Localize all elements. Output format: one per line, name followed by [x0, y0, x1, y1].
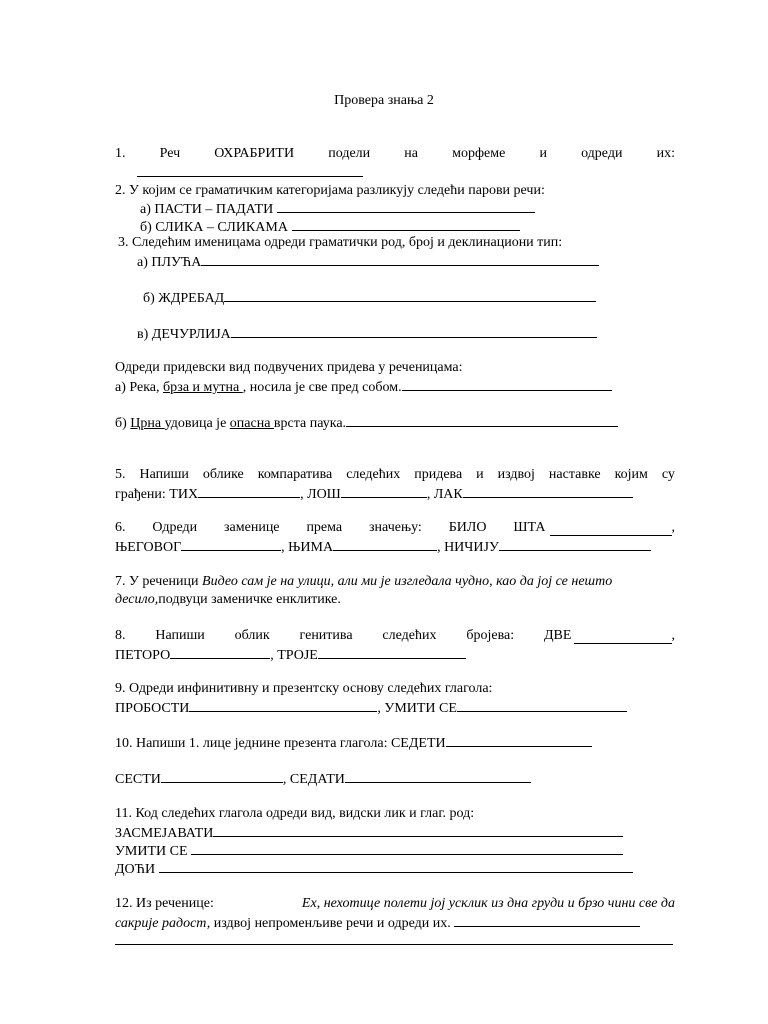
q5-word: су	[661, 467, 675, 482]
q1-word: Реч	[159, 146, 181, 161]
question-3-text: 3. Следећим именицама одреди граматички род, број и деклинациони тип:	[118, 235, 563, 250]
question-8-line	[115, 628, 675, 644]
q4-a-suffix: , носила је све пред собом.	[242, 380, 402, 395]
q8-word-2: , ТРОЈЕ	[270, 648, 318, 663]
q1-word: морфеме	[452, 146, 506, 161]
answer-blank[interactable]	[550, 523, 672, 536]
q5-word: Напиши	[139, 467, 189, 482]
answer-blank[interactable]	[499, 538, 651, 551]
q12-sentence: Ех, нехотице полети јој усклик из дна груди и брзо чини све да	[301, 896, 675, 911]
answer-blank[interactable]	[402, 378, 612, 391]
q6-word: заменице	[224, 520, 280, 535]
q6-word: 6.	[115, 520, 126, 535]
answer-blank[interactable]	[277, 200, 535, 213]
q6-word-3: , НИЧИЈУ	[437, 540, 499, 555]
q4-a-prefix: а) Река,	[115, 380, 163, 395]
answer-blank[interactable]	[463, 485, 633, 498]
q1-word: одреди	[581, 146, 623, 161]
answer-blank[interactable]	[341, 485, 427, 498]
q5-word: компаратива	[257, 467, 333, 482]
q5-word: следећих	[346, 467, 401, 482]
q6-word: према	[306, 520, 343, 535]
question-11-text: 11. Код следећих глагола одреди вид, видски лик и глаг. род:	[115, 806, 475, 821]
q5-word: 5.	[115, 467, 126, 482]
q5-word: придева	[414, 467, 463, 482]
q6-word: БИЛО	[448, 520, 487, 535]
answer-blank[interactable]	[159, 860, 633, 873]
q10-word-2: , СЕДАТИ	[282, 772, 345, 787]
answer-blank[interactable]	[181, 538, 281, 551]
page-title: Провера знања 2	[334, 93, 434, 108]
q2-item-a: а) ПАСТИ – ПАДАТИ	[140, 202, 274, 217]
q7-sentence: Видео сам је на улици, али ми је изгледала чудно, као да јој се нешто	[202, 574, 613, 589]
answer-blank[interactable]	[292, 218, 520, 231]
q7-sentence-end: десило,	[115, 592, 159, 607]
q6-word: ШТА	[513, 520, 546, 535]
q11-verb-1: ЗАСМЕЈАВАТИ	[115, 826, 214, 841]
answer-blank[interactable]	[115, 932, 673, 945]
q1-word: 1.	[115, 146, 126, 161]
q5-word-1: грађени: ТИХ	[115, 487, 199, 502]
q8-comma: ,	[671, 628, 675, 643]
q11-verb-3: ДОЋИ	[115, 862, 159, 877]
q1-word: подели	[328, 146, 371, 161]
q5-word: облике	[202, 467, 244, 482]
q12-sentence-end: сакрије радост,	[115, 916, 211, 931]
answer-blank[interactable]	[333, 538, 437, 551]
answer-blank[interactable]	[189, 699, 377, 712]
q5-word: наставке	[548, 467, 601, 482]
q8-word: генитива	[299, 628, 353, 643]
q3-item-a: а) ПЛУЋА	[137, 255, 202, 270]
q4-b-prefix: б)	[115, 416, 131, 431]
q5-word-3: , ЛАК	[426, 487, 463, 502]
q11-verb-2: УМИТИ СЕ	[115, 844, 192, 859]
q8-word: следећих	[382, 628, 437, 643]
underlined-adjective: Црна	[130, 416, 165, 431]
answer-blank[interactable]	[137, 164, 363, 177]
answer-blank[interactable]	[457, 699, 627, 712]
q6-word-2: , ЊИМА	[281, 540, 334, 555]
answer-blank[interactable]	[446, 734, 592, 747]
answer-blank[interactable]	[201, 253, 599, 266]
question-2-text: 2. У којим се граматичким категоријама разликују следећи парови речи:	[115, 183, 545, 198]
q1-word: и	[539, 146, 547, 161]
q8-word: 8.	[115, 628, 126, 643]
answer-blank[interactable]	[346, 414, 618, 427]
answer-blank[interactable]	[224, 289, 596, 302]
question-4-text: Одреди придевски вид подвучених придева у реченицама:	[115, 360, 463, 375]
question-12-line-1	[115, 896, 675, 912]
q7-instruction: подвуци заменичке енклитике.	[158, 592, 341, 607]
q6-word: значењу:	[369, 520, 422, 535]
answer-blank[interactable]	[345, 770, 531, 783]
q8-word: ДВЕ	[543, 628, 572, 643]
q12-instruction: издвој непроменљиве речи и одреди их.	[210, 916, 455, 931]
question-1-line	[115, 146, 675, 162]
q5-word: којим	[614, 467, 648, 482]
answer-blank[interactable]	[231, 325, 597, 338]
underlined-adjective: опасна	[229, 416, 274, 431]
question-5-line	[115, 467, 675, 483]
underlined-adjectives: брза и мутна	[163, 380, 243, 395]
question-9-text: 9. Одреди инфинитивну и презентску основу следећих глагола:	[115, 681, 493, 696]
answer-blank[interactable]	[454, 914, 640, 927]
q8-word: Напиши	[155, 628, 205, 643]
q1-word: на	[404, 146, 418, 161]
q2-item-b: б) СЛИКА – СЛИКАМА	[140, 220, 288, 235]
q8-word: облик	[234, 628, 270, 643]
q8-word-1: ПЕТОРО	[115, 648, 171, 663]
answer-blank[interactable]	[191, 842, 623, 855]
q6-comma: ,	[671, 520, 675, 535]
q12-prefix: 12. Из реченице:	[115, 896, 214, 911]
question-10-text: 10. Напиши 1. лице једнине презента глагола: СЕДЕТИ	[115, 736, 446, 751]
q5-word: и	[476, 467, 484, 482]
question-6-line	[115, 520, 675, 536]
answer-blank[interactable]	[161, 770, 283, 783]
q6-word-1: ЊЕГОВОГ	[115, 540, 182, 555]
q4-b-suffix: врста паука.	[273, 416, 347, 431]
answer-blank[interactable]	[574, 631, 672, 644]
q7-prefix: 7. У реченици	[115, 574, 203, 589]
answer-blank[interactable]	[170, 646, 270, 659]
answer-blank[interactable]	[198, 485, 300, 498]
q9-word-2: , УМИТИ СЕ	[377, 701, 457, 716]
q3-item-b: б) ЖДРЕБАД	[143, 291, 225, 306]
q1-word: их:	[656, 146, 675, 161]
answer-blank[interactable]	[318, 646, 466, 659]
q3-item-c: в) ДЕЧУРЛИЈА	[137, 327, 231, 342]
q8-word: бројева:	[466, 628, 515, 643]
q10-word-1: СЕСТИ	[115, 772, 161, 787]
q4-b-middle: удовица је	[164, 416, 230, 431]
q1-word: ОХРАБРИТИ	[214, 146, 295, 161]
q9-word-1: ПРОБОСТИ	[115, 701, 190, 716]
answer-blank[interactable]	[213, 824, 623, 837]
q5-word-2: , ЛОШ	[300, 487, 341, 502]
q6-word: Одреди	[152, 520, 198, 535]
q5-word: издвој	[497, 467, 535, 482]
